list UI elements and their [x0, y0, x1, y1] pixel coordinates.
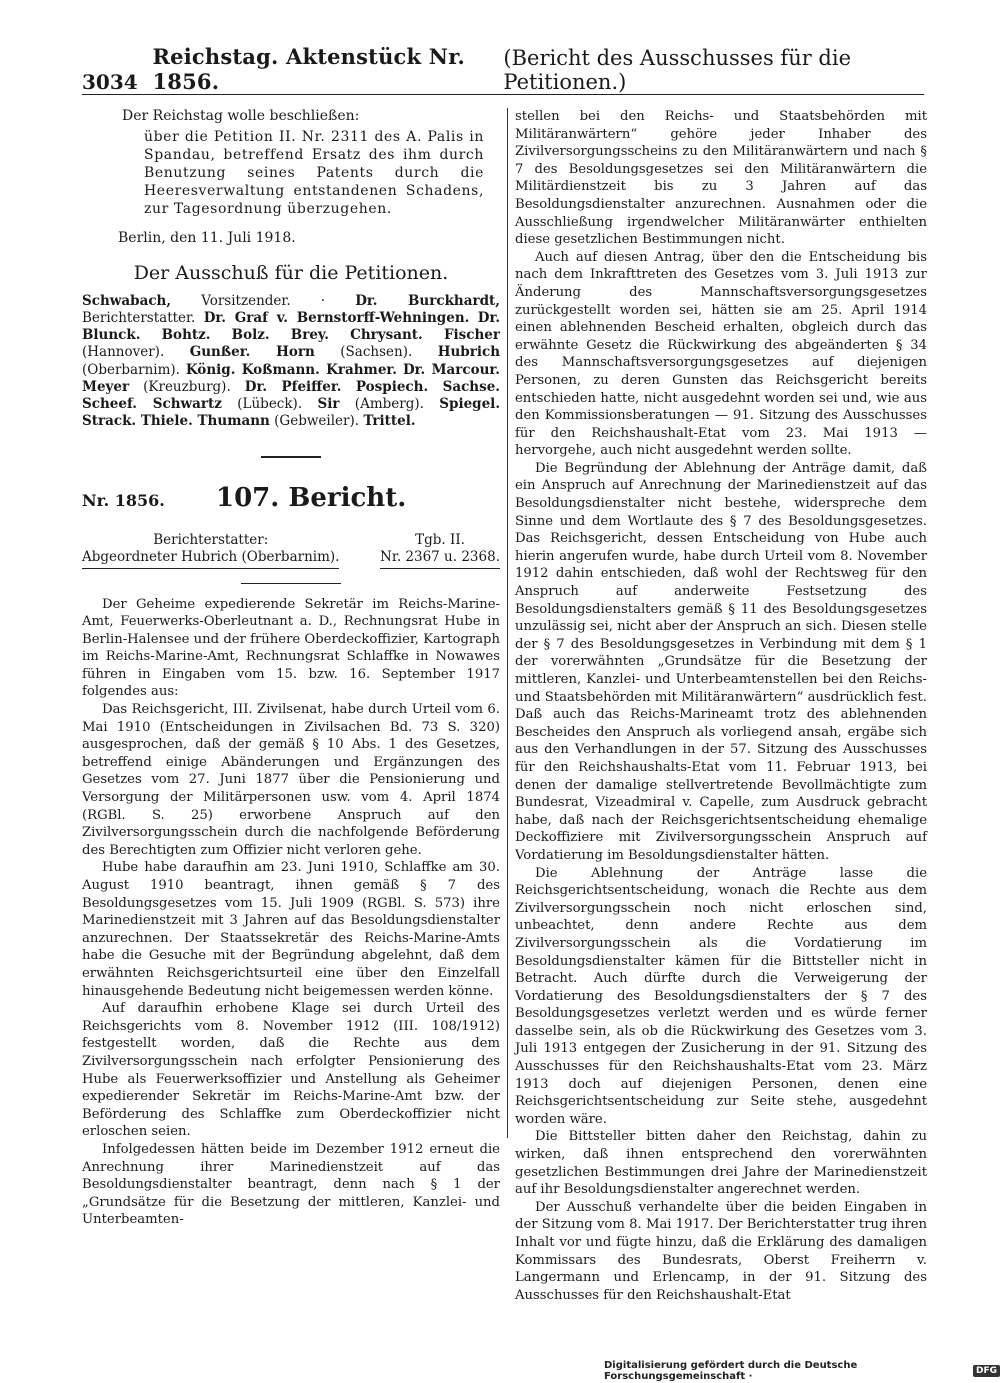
document-number: Nr. 1856.: [82, 490, 165, 510]
reporter-name: Abgeordneter Hubrich (Oberbarnim).: [82, 549, 339, 569]
paragraph: Auf daraufhin erhobene Klage sei durch Urteil des Reichsgerichts vom 8. November 1912 (III. 108/1912) festgestellt worden, daß die Rechte aus dem Zivilversorgungsschein nach erfolgter Pensionierung des Hube als Feuerwerksoffizier und Anstellung als Geheimer expedierender Sekretär im Reichs-Marine-Amt bzw. der Beförderung des Schlaffke zum Oberdeckoffizier nicht erloschen seien.: [82, 1001, 500, 1140]
digitization-credit: [604, 1360, 1000, 1382]
member-note: Berichterstatter.: [82, 309, 196, 326]
member-name: Schwabach,: [82, 292, 172, 309]
member-name: Dr. Blunck. Bohtz. Bolz. Brey. Chrysant. Fischer: [82, 309, 501, 344]
member-name: Dr. Graf v. Bernstorff-Wehningen.: [203, 309, 470, 326]
paragraph: Infolgedessen hätten beide im Dezember 1912 erneut die Anrechnung ihrer Marinedienstzeit auf das Besoldungsdienstalter beantragt, denn nach § 1 der „Grundsätze für die Besetzung der mittleren, Kanzlei- und Unterbeamten-: [82, 1141, 500, 1228]
resolution-body: über die Petition II. Nr. 2311 des A. Palis in Spandau, betreffend Ersatz des ihm durch Benutzung seines Patents durch die Heeresverwaltung entstandenen Schadens, zur Tagesordnung überzugehen.: [144, 128, 484, 217]
member-note: (Hannover).: [82, 344, 165, 361]
tgb-label: Tgb. II.: [415, 531, 465, 548]
paragraph: Auch auf diesen Antrag, über den die Entscheidung bis nach dem Inkrafttreten des Gesetzes vom 3. Juli 1913 zur Änderung des Mannschaftsversorgungsgesetzes zurückgestellt worden sei, hätten sie am 25. April 1914 einen ablehnenden Bescheid erhalten, obgleich durch das erwähnte Gesetz die Rückwirkung des abgeänderten § 34 des Mannschaftsversorgungsgesetzes auf diejenigen Personen, zu deren Gunsten das Reichsgericht bereits entschieden hatte, nicht ausgedehnt worden sei und, wie aus den Kommissionsberatungen — 91. Sitzung des Ausschusses für den Reichshaushalt-Etat vom 23. Mai 1913 — hervorgehe, auch nicht ausgedehnt werden sollte.: [515, 249, 927, 459]
member-name: Trittel.: [363, 413, 416, 430]
column-divider: [507, 108, 508, 1138]
member-list: [82, 293, 500, 431]
header-title: Reichstag. Aktenstück Nr. 1856.: [152, 44, 466, 94]
member-note: (Amberg).: [354, 396, 424, 412]
member-name: Hubrich: [437, 344, 501, 361]
member-name: König. Koßmann. Krahmer.: [185, 361, 398, 378]
member-note: (Oberbarnim).: [82, 361, 180, 378]
date-line: Berlin, den 11. Juli 1918.: [118, 229, 296, 246]
header-subtitle: (Bericht des Ausschusses für die Petitionen.): [503, 46, 852, 94]
paragraph: Die Begründung der Ablehnung der Anträge damit, daß ein Anspruch auf Anrechnung der Marinedienstzeit auf das Besoldungsdienstalter nicht bestehe, widerspreche dem Sinne und dem Wortlaute des § 7 des Besoldungsgesetzes. Das Reichsgericht, dessen Entscheidung von Hube auch hierin angerufen wurde, habe durch Urteil vom 8. November 1912 dahin entschieden, daß wohl der Rechtsweg für den Anspruch auf anderweite Festsetzung des Besoldungsdienstalters gemäß § 11 des Besoldungsgesetzes unzulässig sei, nicht aber der Anspruch an sich. Diesen stelle der § 7 des Besoldungsgesetzes in Verbindung mit dem § 1 der vorerwähnten „Grundsätze für die Besetzung der mittleren, Kanzlei- und Unterbeamtenstellen bei den Reichs- und Staatsbehörden mit Militäranwärtern“ ausdrücklich fest. Daß auch das Reichs-Marineamt trotz des ablehnenden Bescheides den Anspruch als vorliegend ansah, ergäbe sich aus den Verhandlungen in der 57. Sitzung des Ausschusses für den Reichshaushalts-Etat vom 11. Februar 1913, bei denen der damalige stellvertretende Bevollmächtigte zum Bundesrat, Vizeadmiral v. Capelle, zum Ausdruck gebracht habe, daß nach der Reichsgerichtsentscheidung ehemalige Deckoffiziere mit Zivilversorgungsschein Anspruch auf Vordatierung im Besoldungsdienstalter hätten.: [515, 460, 927, 863]
paragraph: Die Bittsteller bitten daher den Reichstag, dahin zu wirken, daß ihnen entsprechend den vorerwähnten gesetzlichen Bestimmungen drei Jahre der Marinedienstzeit auf ihr Besoldungsdienstalter angerechnet werden.: [515, 1129, 927, 1198]
page-number: 3034: [82, 70, 138, 94]
paragraph: Das Reichsgericht, III. Zivilsenat, habe durch Urteil vom 6. Mai 1910 (Entscheidungen in Zivilsachen Bd. 73 S. 320) ausgesprochen, daß der gemäß § 10 Abs. 1 des Gesetzes, betreffend einige Abänderungen und Ergänzungen des Gesetzes vom 27. Juni 1877 über die Pensionierung und Versorgung der Militärpersonen usw. vom 4. April 1874 (RGBl. S. 25) erworbene Anspruch auf den Zivilversorgungsschein durch die nachfolgende Beförderung des Berechtigten zum Offizier nicht verloren gehe.: [82, 702, 500, 858]
report-title: 107. Bericht.: [216, 482, 407, 513]
member-name: Dr. Marcour. Meyer: [82, 361, 500, 395]
report-heading: [82, 482, 500, 513]
tgb-numbers: Nr. 2367 u. 2368.: [380, 549, 500, 569]
page-header: [82, 44, 924, 95]
paragraph: stellen bei den Reichs- und Staatsbehörden mit Militäranwärtern“ gehöre jeder Inhaber des Zivilversorgungsscheins zu den Militäranwärtern und nach § 7 des Besoldungsgesetzes sei den Militäranwärtern die Militärdienstzeit bis zu 3 Jahren auf das Besoldungsdienstalter anzurechnen. Ausnahmen oder die Ausschließung irgendwelcher Militäranwärter enthielten diese gesetzlichen Bestimmungen nicht.: [515, 109, 927, 248]
reporter-divider: [241, 583, 341, 584]
member-name: Gunßer. Horn: [189, 344, 315, 361]
paragraph: Der Geheime expedierende Sekretär im Reichs-Marine-Amt, Feuerwerks-Oberleutnant a. D., Rechnungsrat Hube in Berlin-Halensee und der frühere Oberdeckoffizier, Kartograph im Reichs-Marine-Amt, Rechnungsrat Schlaffke in Nowawes führen in Eingaben vom 15. bzw. 16. September 1917 folgendes aus:: [82, 596, 500, 700]
paragraph: Der Ausschuß verhandelte über die beiden Eingaben in der Sitzung vom 8. Mai 1917. Der Berichterstatter trug ihren Inhalt vor und fügte hinzu, daß die Erklärung des damaligen Kommissars des Bundesrats, Oberst Freiherrn v. Langermann und Erlencamp, in der 91. Sitzung des Ausschusses für den Reichshaushalt-Etat: [515, 1199, 927, 1303]
member-note: Vorsitzender. ·: [201, 292, 326, 309]
member-name: Sir: [317, 396, 340, 412]
paragraph: Hube habe daraufhin am 23. Juni 1910, Schlaffke am 30. August 1910 beantragt, ihnen gemäß § 7 des Besoldungsgesetzes vom 15. Juli 1909 (RGBl. S. 573) ihre Marinedienstzeit mit 3 Jahren auf das Besoldungsdienstalter anzurechnen. Der Staatssekretär des Reichs-Marine-Amts habe die Gesuche mit der Begründung abgelehnt, daß dem erwähnten Reichsgerichtsurteil eine über den Einzelfall hinausgehende Bedeutung nicht beigemessen werden könne.: [82, 860, 500, 999]
member-note: (Lübeck).: [237, 396, 303, 412]
reporter-label: Berichterstatter:: [153, 531, 269, 548]
member-name: Spiegel. Strack. Thiele. Thumann: [82, 396, 501, 430]
member-name: Dr. Pfeiffer. Pospiech. Sachse. Scheef. Schwartz: [82, 378, 501, 412]
left-column: [82, 108, 500, 1229]
committee-title: Der Ausschuß für die Petitionen.: [133, 262, 449, 285]
resolution-intro: Der Reichstag wolle beschließen:: [122, 108, 360, 124]
member-note: (Gebweiler).: [274, 413, 360, 430]
member-note: (Kreuzburg).: [143, 378, 231, 395]
member-note: (Sachsen).: [340, 344, 413, 361]
paragraph: Die Ablehnung der Anträge lasse die Reichsgerichtsentscheidung, wonach die Rechte aus dem Zivilversorgungsschein noch nicht erloschen sind, unbeachtet, denn andere Rechte aus dem Zivilversorgungsschein als die Vordatierung im Besoldungsdienstalter kämen für die Bittsteller nicht in Betracht. Auch dürfte durch die Verweigerung der Vordatierung des Besoldungsdienstalters der § 7 des Besoldungsgesetzes verletzt werden und es würde ferner dasselbe sein, als ob die Rückwirkung des Gesetzes vom 3. Juli 1913 entgegen der Zusicherung in der 91. Sitzung des Ausschusses für den Reichshaushalts-Etat vom 23. März 1913 doch auf diejenigen Personen, denen eine Reichsgerichtsentscheidung zur Seite stehe, ausgedehnt worden wäre.: [515, 865, 927, 1127]
section-rule: [261, 456, 321, 458]
right-column: [515, 108, 927, 1304]
reporter-block: [82, 532, 500, 569]
credit-text: Digitalisierung gefördert durch die Deutsche Forschungsgemeinschaft ·: [604, 1360, 858, 1382]
member-name: Dr. Burckhardt,: [355, 292, 500, 309]
dfg-logo: DFG: [973, 1365, 1000, 1377]
